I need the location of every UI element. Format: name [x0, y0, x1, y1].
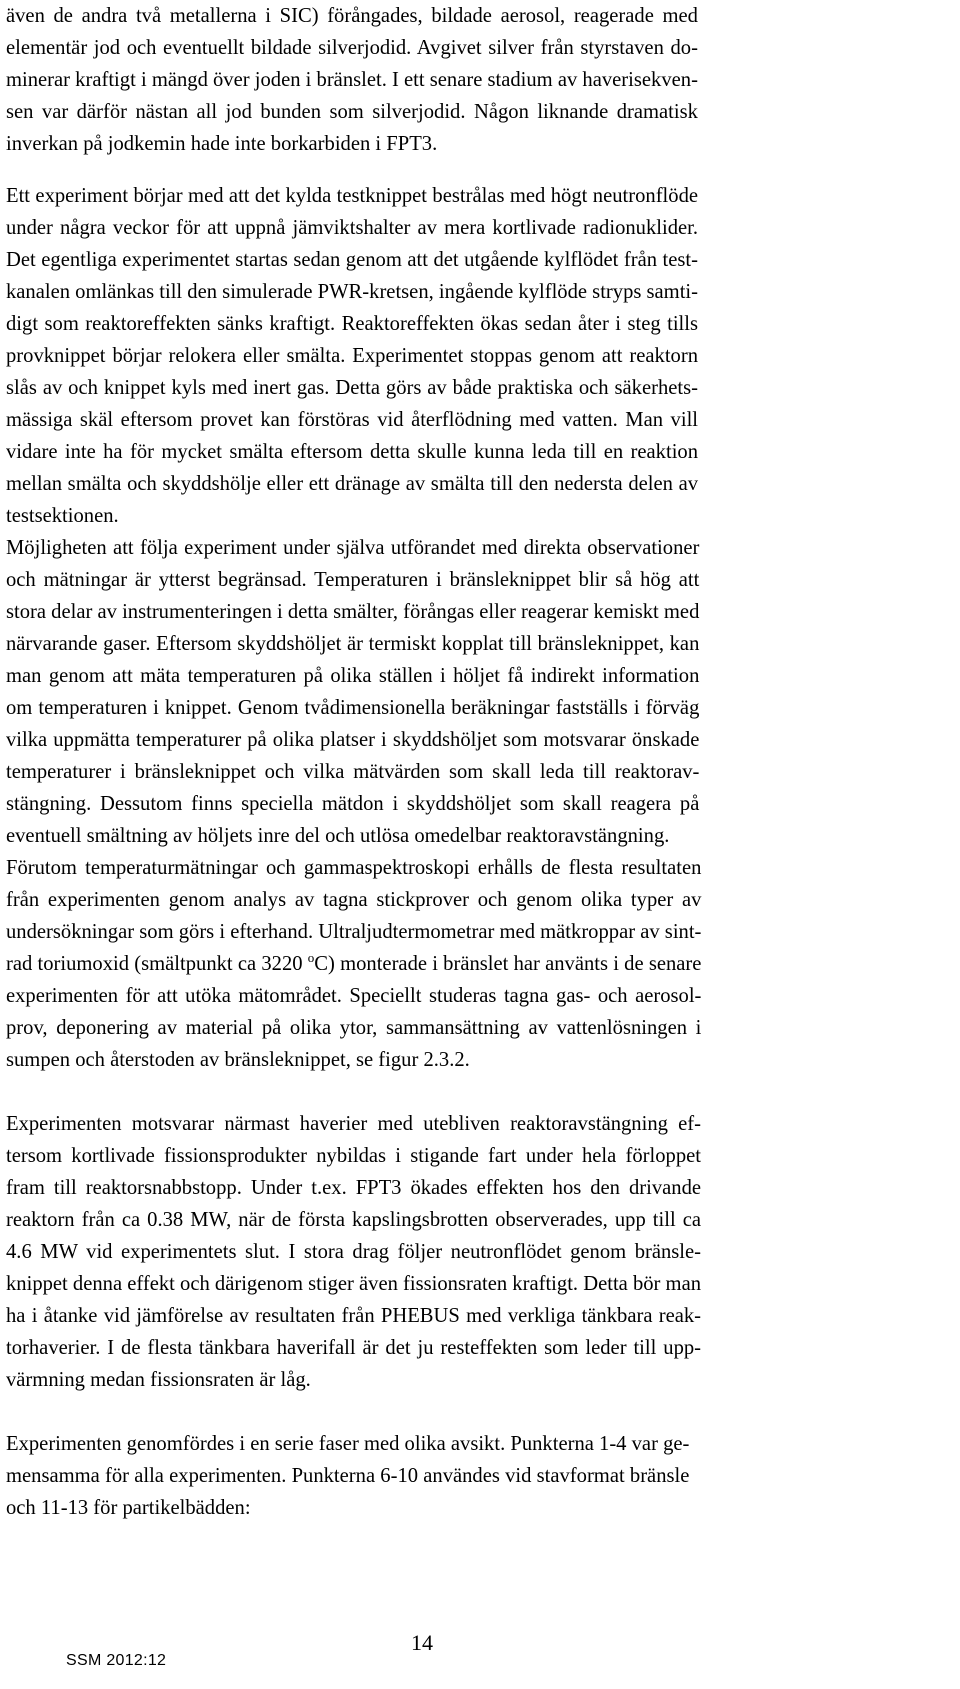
text-line: om temperaturen i knippet. Genom tvådimensionella beräkningar fastställs i förväg: [6, 697, 700, 719]
paragraph: [6, 0, 698, 160]
text-line: Experimenten genomfördes i en serie faser med olika avsikt. Punkterna 1-4 var ge-: [6, 1433, 690, 1455]
text-line: närvarande gaser. Eftersom skyddshöljet är termiskt kopplat till bränsleknippet, kan: [6, 633, 700, 655]
text-line: Det egentliga experimentet startas sedan genom att det utgående kylflödet från test-: [6, 249, 699, 271]
text-line: temperaturer i bränsleknippet och vilka mätvärden som skall leda till reaktorav-: [6, 761, 700, 783]
footer-page-number: 14: [411, 1630, 433, 1655]
text-line: Förutom temperaturmätningar och gammaspektroskopi erhålls de flesta resultaten: [6, 857, 702, 879]
text-line: rad toriumoxid (smältpunkt ca 3220 $^o$C) monterade i bränslet har använts i de senare: [6, 950, 702, 975]
footer-report-id: SSM 2012:12: [66, 1652, 167, 1669]
text-line: och mätningar är ytterst begränsad. Temperaturen i bränsleknippet blir så hög att: [6, 569, 700, 591]
text-line: fram till reaktorsnabbstopp. Under t.ex. FPT3 ökades effekten hos den drivande: [6, 1177, 702, 1199]
text-line: kanalen omlänkas till den simulerade PWR-kretsen, ingående kylflöde stryps samti-: [6, 281, 699, 303]
text-line: stora delar av instrumenteringen i detta smälter, förångas eller reagerar kemiskt med: [6, 601, 700, 623]
text-line: vilka uppmätta temperaturer på olika platser i skyddshöljet som motsvarar önskade: [6, 729, 700, 751]
text-line: sumpen och återstoden av bränsleknippet, se figur 2.3.2.: [6, 1049, 470, 1071]
text-line: man genom att mäta temperaturen på olika ställen i höljet få indirekt information: [6, 665, 700, 687]
text-line: vidare inte ha för mycket smälta eftersom detta skulle kunna leda till en reaktion: [6, 441, 699, 463]
text-line: och 11-13 för partikelbädden:: [6, 1497, 251, 1519]
text-line: 4.6 MW vid experimentets slut. I stora drag följer neutronflödet genom bränsle-: [6, 1241, 702, 1263]
text-line: inverkan på jodkemin hade inte borkarbiden i FPT3.: [6, 133, 438, 155]
text-line: torhaverier. I de flesta tänkbara haverifall är det ju resteffekten som leder till upp-: [6, 1337, 702, 1359]
text-line: slås av och knippet kyls med inert gas. Detta görs av både praktiska och säkerhets-: [6, 377, 699, 399]
text-line: Ett experiment börjar med att det kylda testknippet bestrålas med högt neutronflöde: [6, 185, 699, 207]
paragraph: [6, 1108, 701, 1396]
text-line: mässiga skäl eftersom provet kan förstöras vid återflödning med vatten. Man vill: [6, 409, 699, 431]
text-line: provknippet börjar relokera eller smälta. Experimentet stoppas genom att reaktorn: [6, 345, 699, 367]
text-line: från experimenten genom analys av tagna stickprover och genom olika typer av: [6, 889, 702, 911]
paragraph: [6, 852, 701, 1076]
text-line: minerar kraftigt i mängd över joden i bränslet. I ett senare stadium av haverisekven-: [6, 69, 698, 91]
text-line: eventuell smältning av höljets inre del och utlösa omedelbar reaktoravstängning.: [6, 825, 670, 847]
text-line: mellan smälta och skyddshölje eller ett dränage av smälta till den nedersta delen av: [6, 473, 699, 495]
text-line: även de andra två metallerna i SIC) förångades, bildade aerosol, reagerade med: [6, 5, 698, 27]
text-line: Möjligheten att följa experiment under själva utförandet med direkta observationer: [6, 537, 700, 559]
text-line: mensamma för alla experimenten. Punkterna 6-10 användes vid stavformat bränsle: [6, 1465, 690, 1487]
paragraph: [6, 532, 699, 852]
text-line: elementär jod och eventuellt bildade silverjodid. Avgivet silver från styrstaven do-: [6, 37, 698, 59]
text-line: digt som reaktoreffekten sänks kraftigt. Reaktoreffekten ökas sedan åter i steg tills: [6, 313, 699, 335]
text-line: testsektionen.: [6, 505, 119, 527]
text-line: sen var därför nästan all jod bunden som silverjodid. Någon liknande dramatisk: [6, 101, 698, 123]
text-line: experimenten för att utöka mätområdet. Speciellt studeras tagna gas- och aerosol-: [6, 985, 702, 1007]
text-line: stängning. Dessutom finns speciella mätdon i skyddshöljet som skall reagera på: [6, 793, 700, 815]
paragraph: [6, 180, 698, 532]
text-line: Experimenten motsvarar närmast haverier med utebliven reaktoravstängning ef-: [6, 1113, 702, 1135]
text-line: reaktorn från ca 0.38 MW, när de första kapslingsbrotten observerades, upp till ca: [6, 1209, 702, 1231]
text-line: tersom kortlivade fissionsprodukter nybildas i stigande fart under hela förloppet: [6, 1145, 702, 1167]
text-line: ha i åtanke vid jämförelse av resultaten från PHEBUS med verkliga tänkbara reak-: [6, 1305, 702, 1327]
text-line: under några veckor för att uppnå jämviktshalter av mera kortlivade radionuklider.: [6, 217, 699, 239]
paragraph: [6, 1428, 689, 1524]
text-line: undersökningar som görs i efterhand. Ultraljudtermometrar med mätkroppar av sint-: [6, 921, 702, 943]
text-line: värmning medan fissionsraten är låg.: [6, 1369, 311, 1391]
text-line: prov, deponering av material på olika ytor, sammansättning av vattenlösningen i: [6, 1017, 702, 1039]
text-line: knippet denna effekt och därigenom stiger även fissionsraten kraftigt. Detta bör man: [6, 1273, 702, 1295]
